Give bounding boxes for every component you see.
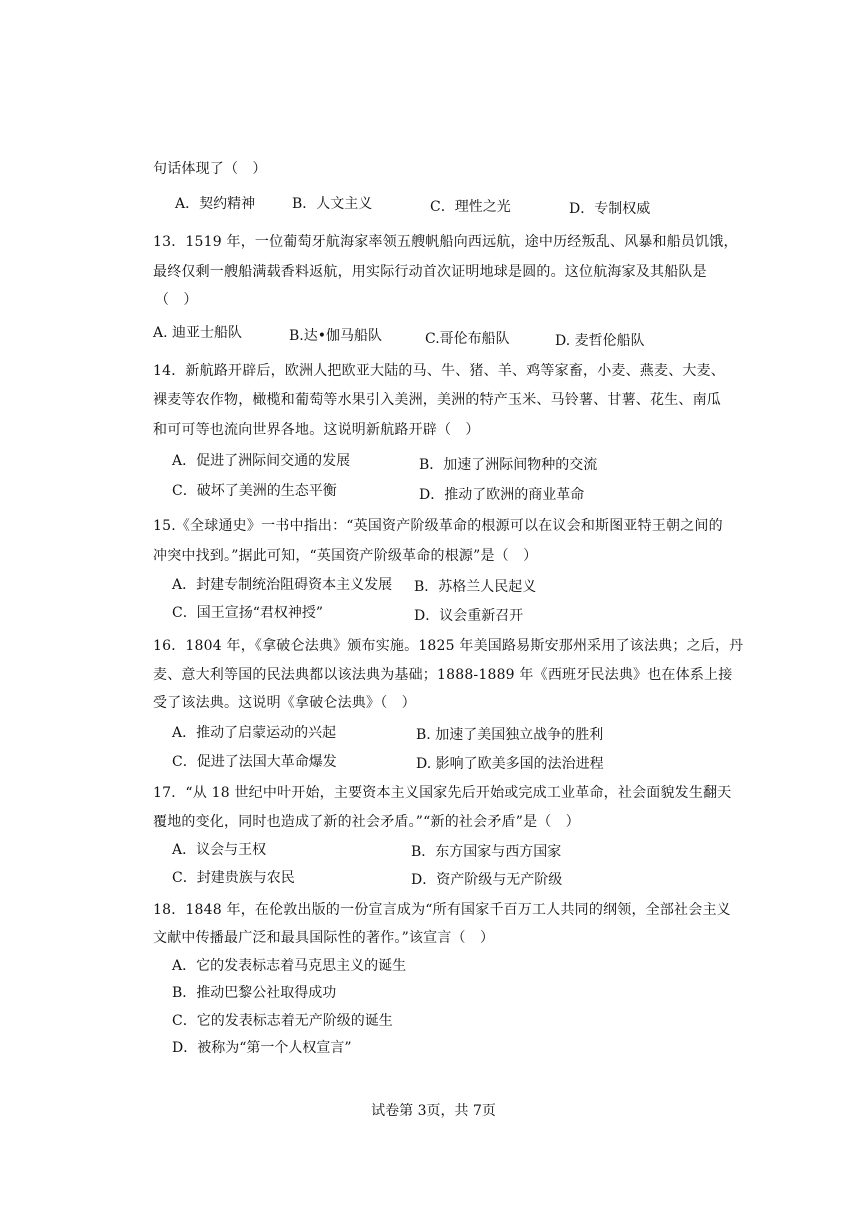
q17-stem-line-2: 覆地的变化，同时也造成了新的社会矛盾。”“新的社会矛盾”是（ ） — [153, 814, 580, 830]
q14-stem-line-2: 裸麦等农作物，橄榄和葡萄等水果引入美洲，美洲的特产玉米、马铃薯、甘薯、花生、南瓜 — [153, 392, 721, 408]
q15-option-b: B．苏格兰人民起义 — [414, 579, 537, 595]
q15-option-c: C．国王宣扬“君权神授” — [172, 605, 324, 621]
q18-option-a: A．它的发表标志着马克思主义的诞生 — [172, 958, 407, 974]
q16-option-b: B. 加速了美国独立战争的胜利 — [416, 727, 604, 743]
q16-option-d: D. 影响了欧美多国的法治进程 — [416, 756, 604, 772]
q14-option-b: B．加速了洲际间物种的交流 — [419, 457, 598, 473]
q16-option-c: C．促进了法国大革命爆发 — [172, 754, 337, 770]
q15-stem-line-1: 15.《全球通史》一书中指出：“英国资产阶级革命的根源可以在议会和斯图亚特王朝之间的 — [153, 518, 723, 534]
q15-option-a: A．封建专制统治阻碍资本主义发展 — [172, 577, 393, 593]
q18-option-d: D．被称为“第一个人权宣言” — [172, 1040, 352, 1056]
q17-option-a: A．议会与王权 — [172, 842, 267, 858]
q14-option-c: C．破坏了美洲的生态平衡 — [172, 483, 337, 499]
q12-stem-tail: 句话体现了（ ） — [153, 161, 267, 177]
q13-option-b: B.达•伽马船队 — [289, 328, 382, 344]
q12-option-d: D．专制权威 — [569, 201, 651, 217]
q16-stem-line-3: 受了该法典。这说明《拿破仑法典》（ ） — [153, 695, 416, 711]
page-footer: 试卷第 3页，共 7页 — [371, 1103, 496, 1119]
q13-option-c: C.哥伦布船队 — [425, 331, 510, 347]
q12-option-b: B．人文主义 — [292, 196, 373, 212]
q14-option-d: D．推动了欧洲的商业革命 — [419, 487, 585, 503]
q17-option-b: B．东方国家与西方国家 — [411, 844, 562, 860]
q17-option-c: C．封建贵族与农民 — [172, 870, 295, 886]
q17-option-d: D．资产阶级与无产阶级 — [411, 872, 563, 888]
q13-stem-line-1: 13．1519 年，一位葡萄牙航海家率领五艘帆船向西远航，途中历经叛乱、风暴和船员饥饿， — [153, 234, 738, 250]
q12-option-c: C．理性之光 — [430, 199, 511, 215]
q13-stem-line-3: （ ） — [155, 292, 198, 308]
q13-stem-line-2: 最终仅剩一艘船满载香料返航，用实际行动首次证明地球是圆的。这位航海家及其船队是 — [153, 264, 707, 280]
q16-stem-line-1: 16．1804 年，《拿破仑法典》颁布实施。1825 年美国路易斯安那州采用了该法典；之后，丹 — [153, 638, 744, 654]
q12-option-a: A．契约精神 — [175, 196, 256, 212]
q18-stem-line-1: 18．1848 年，在伦敦出版的一份宣言成为“所有国家千百万工人共同的纲领，全部社会主义 — [153, 902, 731, 918]
q16-stem-line-2: 麦、意大利等国的民法典都以该法典为基础；1888-1889 年《西班牙民法典》也在体系上接 — [153, 667, 733, 683]
q17-stem-line-1: 17．“从 18 世纪中叶开始，主要资本主义国家先后开始或完成工业革命，社会面貌发生翻天 — [153, 785, 732, 801]
q15-option-d: D．议会重新召开 — [414, 608, 524, 624]
q14-stem-line-3: 和可可等也流向世界各地。这说明新航路开辟（ ） — [153, 422, 480, 438]
q18-option-c: C．它的发表标志着无产阶级的诞生 — [172, 1013, 393, 1029]
q18-option-b: B．推动巴黎公社取得成功 — [172, 985, 337, 1001]
q18-stem-line-2: 文献中传播最广泛和最具国际性的著作。”该宣言（ ） — [153, 930, 495, 946]
q15-stem-line-2: 冲突中找到。”据此可知，“英国资产阶级革命的根源”是（ ） — [153, 548, 538, 564]
q16-option-a: A．推动了启蒙运动的兴起 — [172, 725, 337, 741]
q13-option-a: A. 迪亚士船队 — [153, 325, 243, 341]
q13-option-d: D. 麦哲伦船队 — [555, 333, 645, 349]
q14-stem-line-1: 14．新航路开辟后，欧洲人把欧亚大陆的马、牛、猪、羊、鸡等家畜，小麦、燕麦、大麦、 — [153, 363, 726, 379]
q14-option-a: A．促进了洲际间交通的发展 — [172, 453, 351, 469]
